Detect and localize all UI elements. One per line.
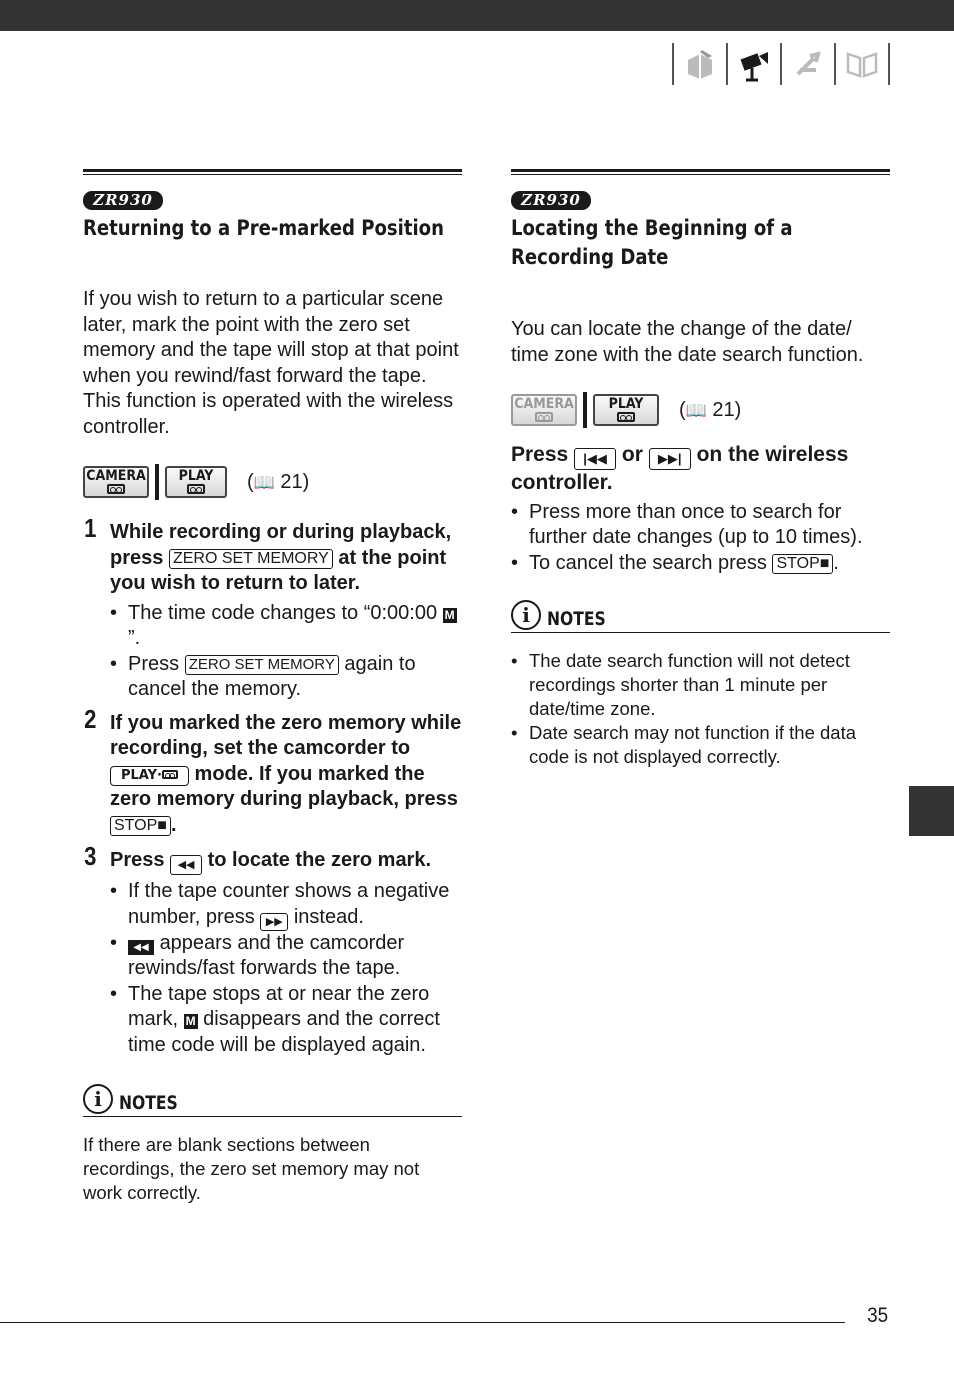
mode-separator xyxy=(155,464,159,500)
footer-rule xyxy=(0,1322,845,1323)
tape-icon xyxy=(617,412,635,422)
connect-icon[interactable] xyxy=(780,43,834,85)
next-button: ▶▶| xyxy=(649,448,691,470)
chapter-tab xyxy=(909,786,954,836)
press-instruction: Press |◀◀ or ▶▶| on the wireless controller. xyxy=(511,443,849,494)
play-mode-box: PLAY xyxy=(593,394,659,426)
step-1-notes xyxy=(83,601,462,703)
step-3: 3 Press ◀◀ to locate the zero mark. xyxy=(83,848,462,875)
tape-icon xyxy=(107,484,125,494)
zero-set-memory-button: ZERO SET MEMORY xyxy=(185,655,339,675)
previous-button: |◀◀ xyxy=(574,448,616,470)
tape-icon xyxy=(535,412,553,422)
top-bar xyxy=(0,0,954,31)
rewind-display-icon: ◀◀ xyxy=(128,940,154,955)
book-ref-icon: 📖 xyxy=(685,400,707,420)
zero-mark-icon: M xyxy=(185,1014,196,1028)
mode-separator xyxy=(583,392,587,428)
model-badge: ZR930 xyxy=(511,191,591,210)
list-item: • To cancel the search press STOP■ . xyxy=(511,551,890,577)
right-column xyxy=(511,169,890,769)
camera-mode-box: CAMERA xyxy=(83,466,149,498)
notes-text: If there are blank sections between recordings, the zero set memory may not work correctly. xyxy=(83,1134,420,1203)
intro-text: You can locate the change of the date/ time zone with the date search function. xyxy=(511,318,864,366)
list-item: • ◀◀ appears and the camcorder rewinds/fast forwards the tape. xyxy=(110,931,462,982)
camera-mode-box: CAMERA xyxy=(511,394,577,426)
info-icon: i xyxy=(511,600,541,630)
zero-set-memory-button: ZERO SET MEMORY xyxy=(169,549,333,569)
rewind-button: ◀◀ xyxy=(170,855,202,875)
list-item: • Press more than once to search for further date changes (up to 10 times). xyxy=(511,500,890,551)
mode-indicator xyxy=(511,392,890,428)
list-item: • Date search may not function if the data code is not displayed correctly. xyxy=(511,721,890,769)
zero-mark-icon: M xyxy=(444,607,455,622)
play-mode-button: PLAY· xyxy=(110,766,189,786)
tape-icon xyxy=(162,770,178,779)
stop-button: STOP■ xyxy=(772,554,833,574)
list-item: • The tape stops at or near the zero mark, M disappears and the correct time code will be displayed again. xyxy=(110,982,462,1059)
book-icon[interactable] xyxy=(834,43,890,85)
model-badge: ZR930 xyxy=(83,191,163,210)
book-ref-icon: 📖 xyxy=(253,472,275,492)
page-reference: (📖 21) xyxy=(247,470,310,493)
page-reference: (📖 21) xyxy=(679,398,742,421)
notes-header: i NOTES xyxy=(511,600,890,633)
list-item: • The time code changes to “0:00:00 M”. xyxy=(110,601,462,652)
list-item: • If the tape counter shows a negative number, press ▶▶ instead. xyxy=(110,879,462,931)
camera-icon[interactable] xyxy=(726,43,780,85)
notes-header: i NOTES xyxy=(83,1084,462,1117)
section-rule xyxy=(511,169,890,175)
tape-icon xyxy=(187,484,205,494)
fast-forward-button: ▶▶ xyxy=(260,913,288,931)
list-item: • The date search function will not detect recordings shorter than 1 minute per date/time zone. xyxy=(511,649,890,721)
page-number: 35 xyxy=(867,1304,889,1327)
press-notes xyxy=(511,500,890,577)
prepare-icon[interactable] xyxy=(672,43,726,85)
section-rule xyxy=(83,169,462,175)
chapter-nav xyxy=(672,43,890,85)
step-3-notes xyxy=(83,879,462,1058)
notes-list xyxy=(511,649,890,769)
left-column xyxy=(83,169,462,1205)
list-item: • Press ZERO SET MEMORY again to cancel the memory. xyxy=(110,652,462,703)
mode-indicator xyxy=(83,464,462,500)
info-icon: i xyxy=(83,1084,113,1114)
intro-text: If you wish to return to a particular scene later, mark the point with the zero set memory and the tape will stop at that point when you rewind/fast forward the tape. This function is operated with the wireless controller. xyxy=(83,288,459,438)
section-heading: Returning to a Pre-marked Position xyxy=(83,216,444,240)
step-2: 2 If you marked the zero memory while recording, set the camcorder to PLAY· mode. If you marked the zero memory during playback, press STOP■ . xyxy=(84,703,462,836)
play-mode-box: PLAY xyxy=(165,466,227,498)
step-1: 1 While recording or during playback, press ZERO SET MEMORY at the point you wish to return to later. xyxy=(84,513,452,594)
section-heading: Locating the Beginning of a Recording Date xyxy=(511,216,793,269)
stop-button: STOP■ xyxy=(110,816,171,836)
